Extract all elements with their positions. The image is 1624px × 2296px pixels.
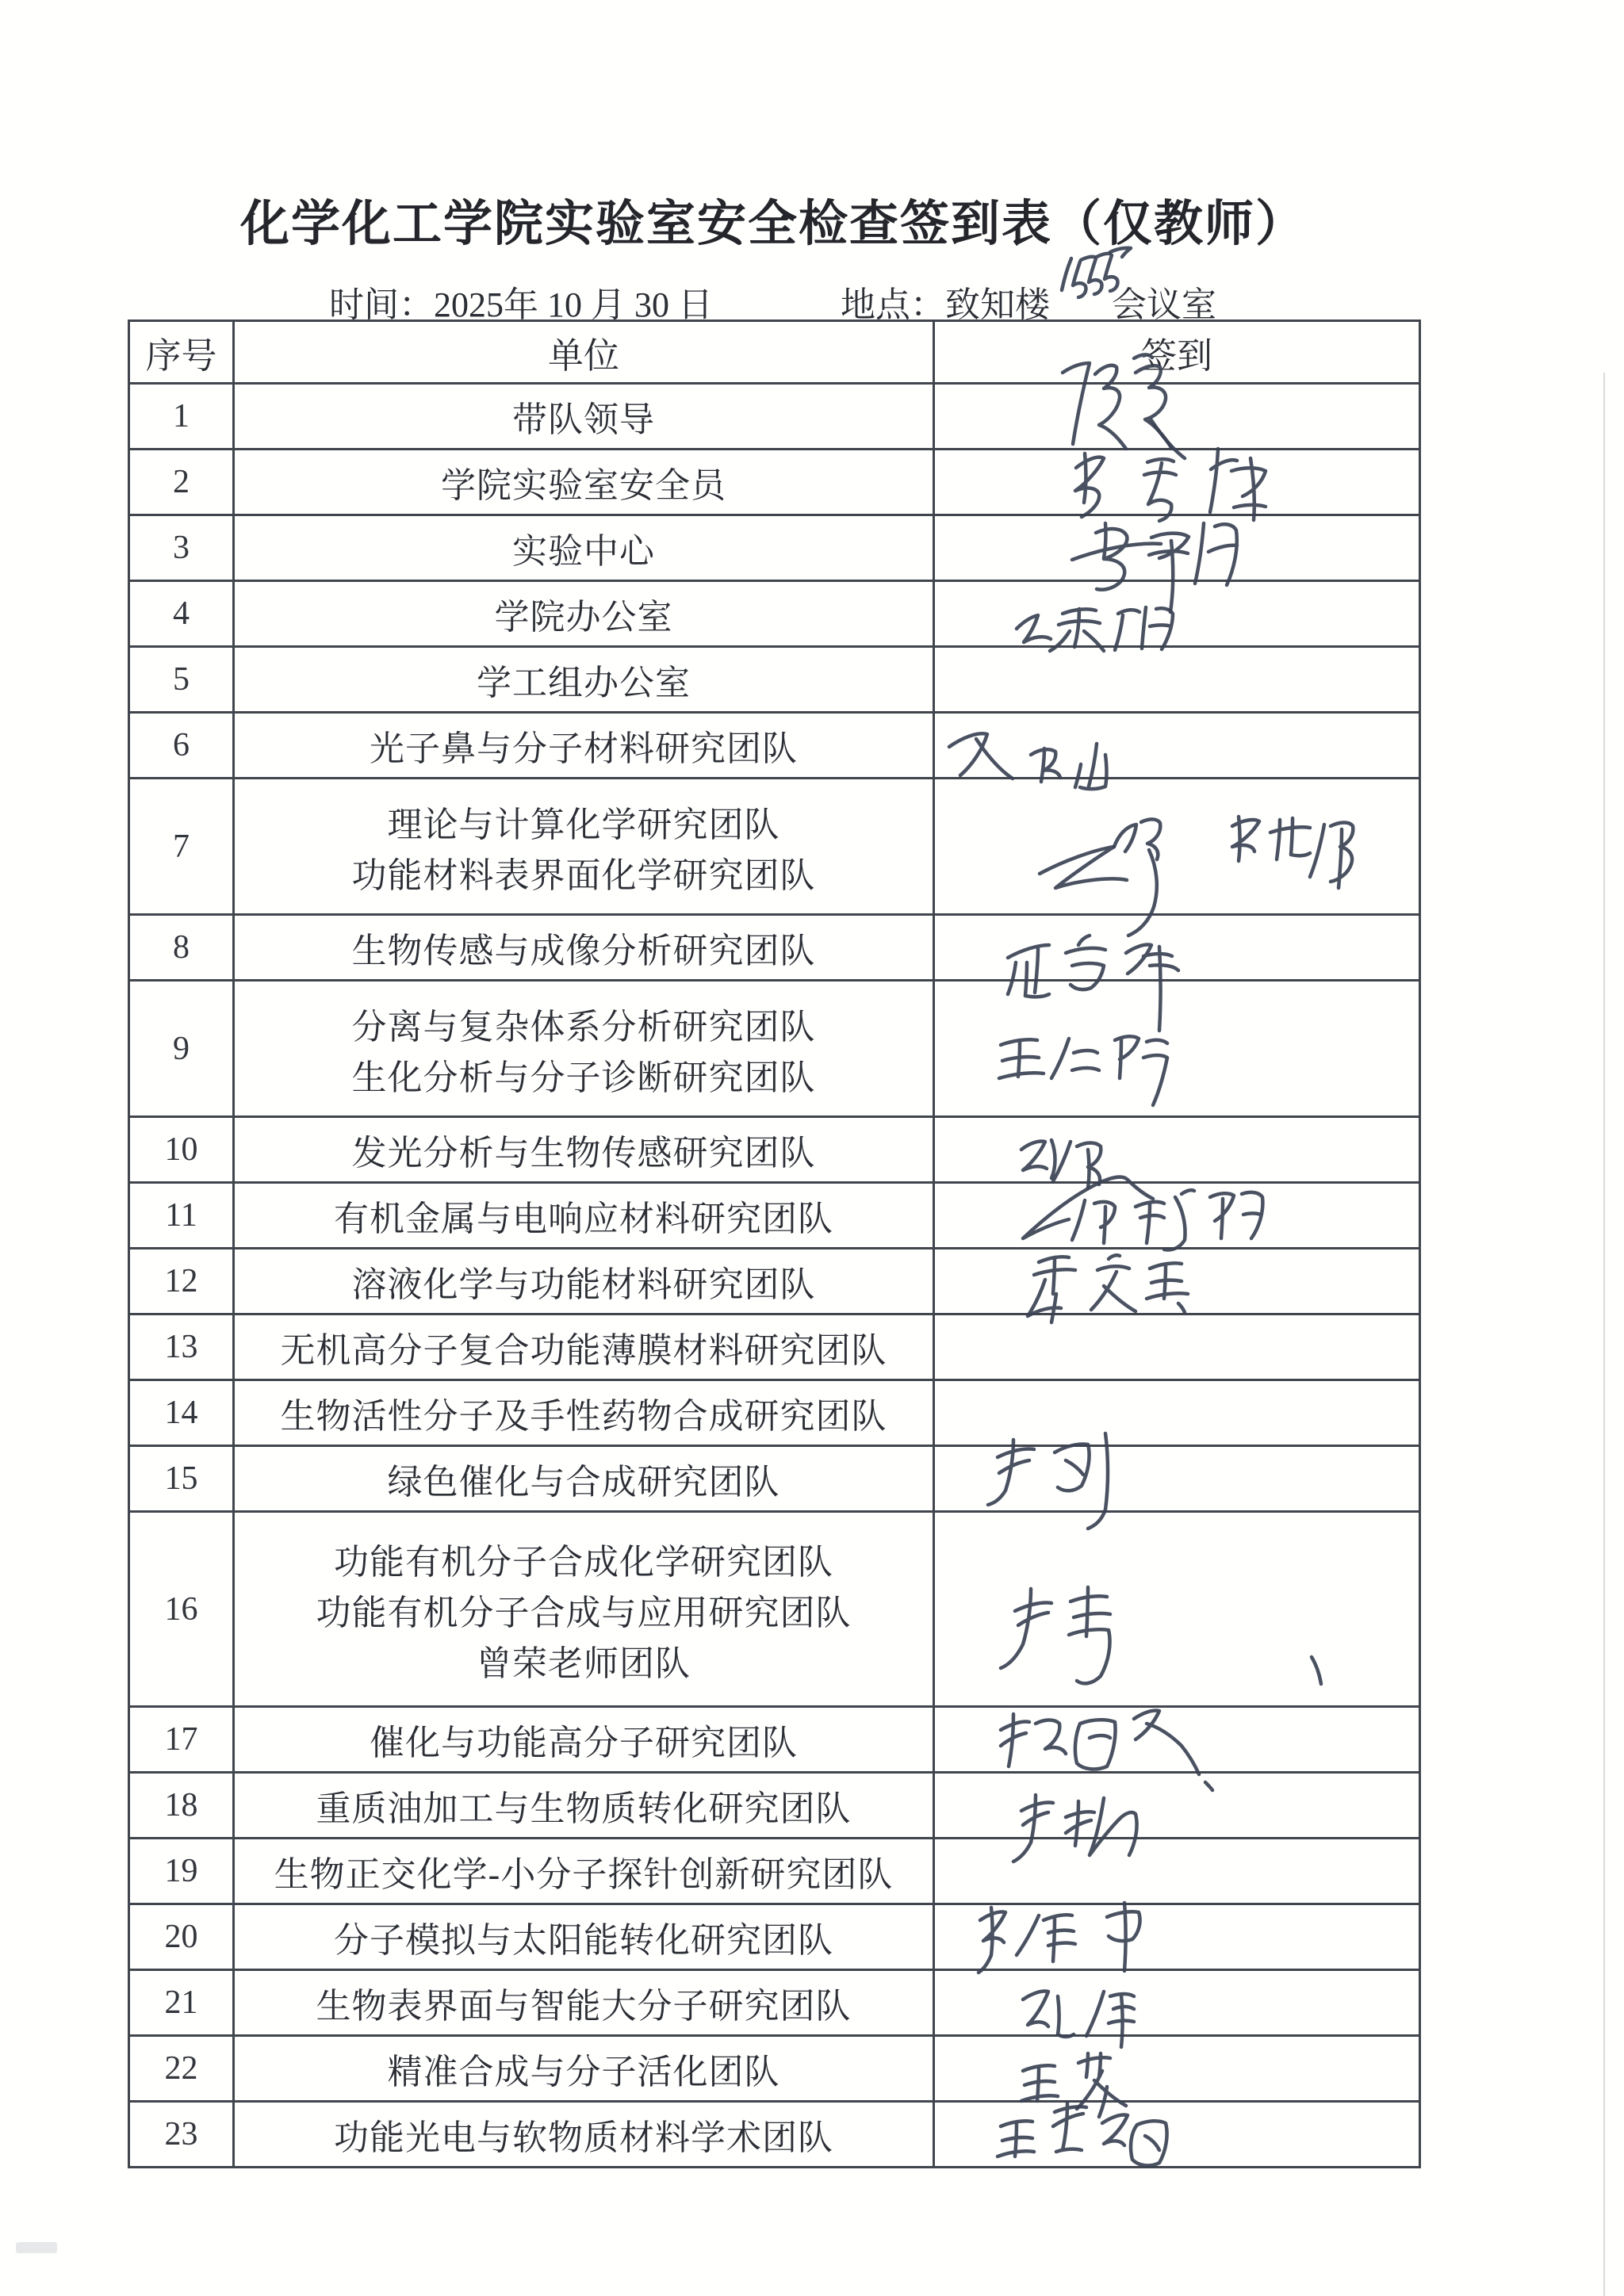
unit-cell: [234, 2036, 934, 2102]
sign-cell-empty: [934, 1380, 1420, 1446]
time-label: 时间：: [329, 285, 434, 324]
row-number: 17: [129, 1707, 234, 1773]
table-row: [129, 1707, 1420, 1773]
sign-cell-signed: [934, 1183, 1420, 1249]
table-row: [129, 384, 1420, 450]
row-number: 3: [129, 515, 234, 581]
unit-name: 学院实验室安全员: [441, 466, 726, 505]
row-number: 14: [129, 1380, 234, 1446]
sign-cell-signed: [934, 1446, 1420, 1512]
row-number: 12: [129, 1249, 234, 1314]
table-row: [129, 1773, 1420, 1839]
table-row: [129, 1183, 1420, 1249]
row-number: 6: [129, 713, 234, 779]
unit-name: 学工组办公室: [477, 664, 691, 702]
sign-cell-signed: [934, 384, 1420, 450]
sign-cell-empty: [934, 1314, 1420, 1380]
table-row: [129, 1446, 1420, 1512]
unit-cell: [234, 1183, 934, 1249]
unit-name: 功能有机分子合成与应用研究团队: [316, 1593, 852, 1632]
sign-cell-empty: [934, 1839, 1420, 1904]
col-header-sign: 签到: [934, 321, 1420, 384]
table-row: [129, 1314, 1420, 1380]
unit-name: 发光分析与生物传感研究团队: [351, 1134, 816, 1173]
unit-name: 无机高分子复合功能薄膜材料研究团队: [280, 1331, 887, 1370]
unit-name: 功能有机分子合成化学研究团队: [334, 1542, 833, 1582]
row-number: 7: [129, 779, 234, 915]
table-row: [129, 1970, 1420, 2036]
unit-name: 实验中心: [512, 532, 655, 571]
scan-artifact-smudge: [16, 2242, 57, 2253]
sign-cell-signed: [934, 2102, 1420, 2168]
table-row: [129, 647, 1420, 713]
unit-name: 绿色催化与合成研究团队: [387, 1463, 780, 1502]
unit-name: 溶液化学与功能材料研究团队: [351, 1265, 816, 1304]
sign-cell-signed: [934, 981, 1420, 1117]
unit-cell: [234, 1512, 934, 1707]
unit-cell: [234, 647, 934, 713]
row-number: 4: [129, 581, 234, 647]
unit-name: 生化分析与分子诊断研究团队: [351, 1058, 816, 1097]
unit-name: 生物正交化学-小分子探针创新研究团队: [274, 1855, 894, 1894]
unit-cell: [234, 981, 934, 1117]
unit-cell: [234, 915, 934, 981]
row-number: 20: [129, 1904, 234, 1970]
unit-name: 分子模拟与太阳能转化研究团队: [334, 1921, 833, 1960]
row-number: 18: [129, 1773, 234, 1839]
unit-cell: [234, 450, 934, 515]
sign-cell-signed: [934, 1117, 1420, 1183]
unit-name: 曾荣老师团队: [477, 1644, 691, 1683]
unit-cell: [234, 581, 934, 647]
unit-cell: [234, 1970, 934, 2036]
table-row: [129, 581, 1420, 647]
sign-cell-signed: [934, 515, 1420, 581]
row-number: 8: [129, 915, 234, 981]
sign-cell-signed: [934, 581, 1420, 647]
unit-cell: [234, 1904, 934, 1970]
unit-name: 生物传感与成像分析研究团队: [351, 932, 816, 970]
row-number: 16: [129, 1512, 234, 1707]
sign-cell-signed: [934, 1707, 1420, 1773]
row-number: 19: [129, 1839, 234, 1904]
sign-cell-signed: [934, 1970, 1420, 2036]
unit-cell: [234, 515, 934, 581]
time-value: 2025年 10 月 30 日: [434, 285, 713, 324]
unit-name: 光子鼻与分子材料研究团队: [370, 729, 798, 768]
unit-cell: [234, 1446, 934, 1512]
row-number: 15: [129, 1446, 234, 1512]
unit-cell: [234, 384, 934, 450]
row-number: 5: [129, 647, 234, 713]
col-header-no: 序号: [129, 321, 234, 384]
table-row: [129, 1512, 1420, 1707]
sign-cell-signed: [934, 915, 1420, 981]
row-number: 23: [129, 2102, 234, 2168]
unit-cell: [234, 1117, 934, 1183]
sign-cell-signed: [934, 450, 1420, 515]
table-row: [129, 1904, 1420, 1970]
unit-name: 理论与计算化学研究团队: [387, 805, 780, 844]
sign-cell-signed: [934, 2036, 1420, 2102]
unit-cell: [234, 1249, 934, 1314]
location-suffix: 会议室: [1112, 285, 1216, 324]
unit-name: 带队领导: [512, 400, 655, 439]
sign-cell-signed: [934, 1249, 1420, 1314]
page-title: 化学化工学院实验室安全检查签到表（仅教师）: [239, 197, 1306, 251]
unit-cell: [234, 2102, 934, 2168]
info-line: [127, 276, 1419, 324]
unit-name: 精准合成与分子活化团队: [387, 2053, 780, 2091]
sign-cell-empty: [934, 647, 1420, 713]
table-row: [129, 713, 1420, 779]
location-label: 地点：: [841, 285, 945, 324]
table-row: [129, 450, 1420, 515]
table-row: [129, 1380, 1420, 1446]
header-row: [129, 321, 1420, 384]
unit-name: 生物表界面与智能大分子研究团队: [316, 1987, 852, 2026]
unit-cell: [234, 1314, 934, 1380]
unit-cell: [234, 713, 934, 779]
unit-name: 有机金属与电响应材料研究团队: [334, 1200, 833, 1238]
unit-cell: [234, 1773, 934, 1839]
row-number: 1: [129, 384, 234, 450]
table-row: [129, 2036, 1420, 2102]
unit-name: 重质油加工与生物质转化研究团队: [316, 1789, 852, 1828]
unit-name: 分离与复杂体系分析研究团队: [351, 1007, 816, 1047]
unit-name: 功能光电与软物质材料学术团队: [334, 2118, 833, 2157]
sign-cell-signed: [934, 713, 1420, 779]
row-number: 21: [129, 1970, 234, 2036]
signin-table-body: [129, 384, 1420, 2168]
table-row: [129, 981, 1420, 1117]
location-building: 致知楼: [945, 285, 1050, 324]
unit-name: 生物活性分子及手性药物合成研究团队: [280, 1397, 887, 1436]
sign-cell-signed: [934, 1773, 1420, 1839]
table-row: [129, 515, 1420, 581]
unit-cell: [234, 1707, 934, 1773]
table-row: [129, 1117, 1420, 1183]
row-number: 13: [129, 1314, 234, 1380]
unit-cell: [234, 1839, 934, 1904]
table-row: [129, 779, 1420, 915]
table-row: [129, 1839, 1420, 1904]
sign-cell-signed: [934, 779, 1420, 915]
row-number: 9: [129, 981, 234, 1117]
unit-name: 功能材料表界面化学研究团队: [351, 855, 816, 895]
unit-cell: [234, 779, 934, 915]
row-number: 10: [129, 1117, 234, 1183]
signin-table: [128, 320, 1421, 2168]
col-header-unit: 单位: [234, 321, 934, 384]
table-row: [129, 2102, 1420, 2168]
scan-artifact-edge: [1603, 373, 1605, 2296]
table-row: [129, 915, 1420, 981]
sign-cell-signed: [934, 1512, 1420, 1707]
unit-name: 学院办公室: [494, 598, 673, 637]
row-number: 22: [129, 2036, 234, 2102]
unit-name: 催化与功能高分子研究团队: [370, 1724, 798, 1762]
row-number: 11: [129, 1183, 234, 1249]
row-number: 2: [129, 450, 234, 515]
table-row: [129, 1249, 1420, 1314]
sign-cell-signed: [934, 1904, 1420, 1970]
unit-cell: [234, 1380, 934, 1446]
